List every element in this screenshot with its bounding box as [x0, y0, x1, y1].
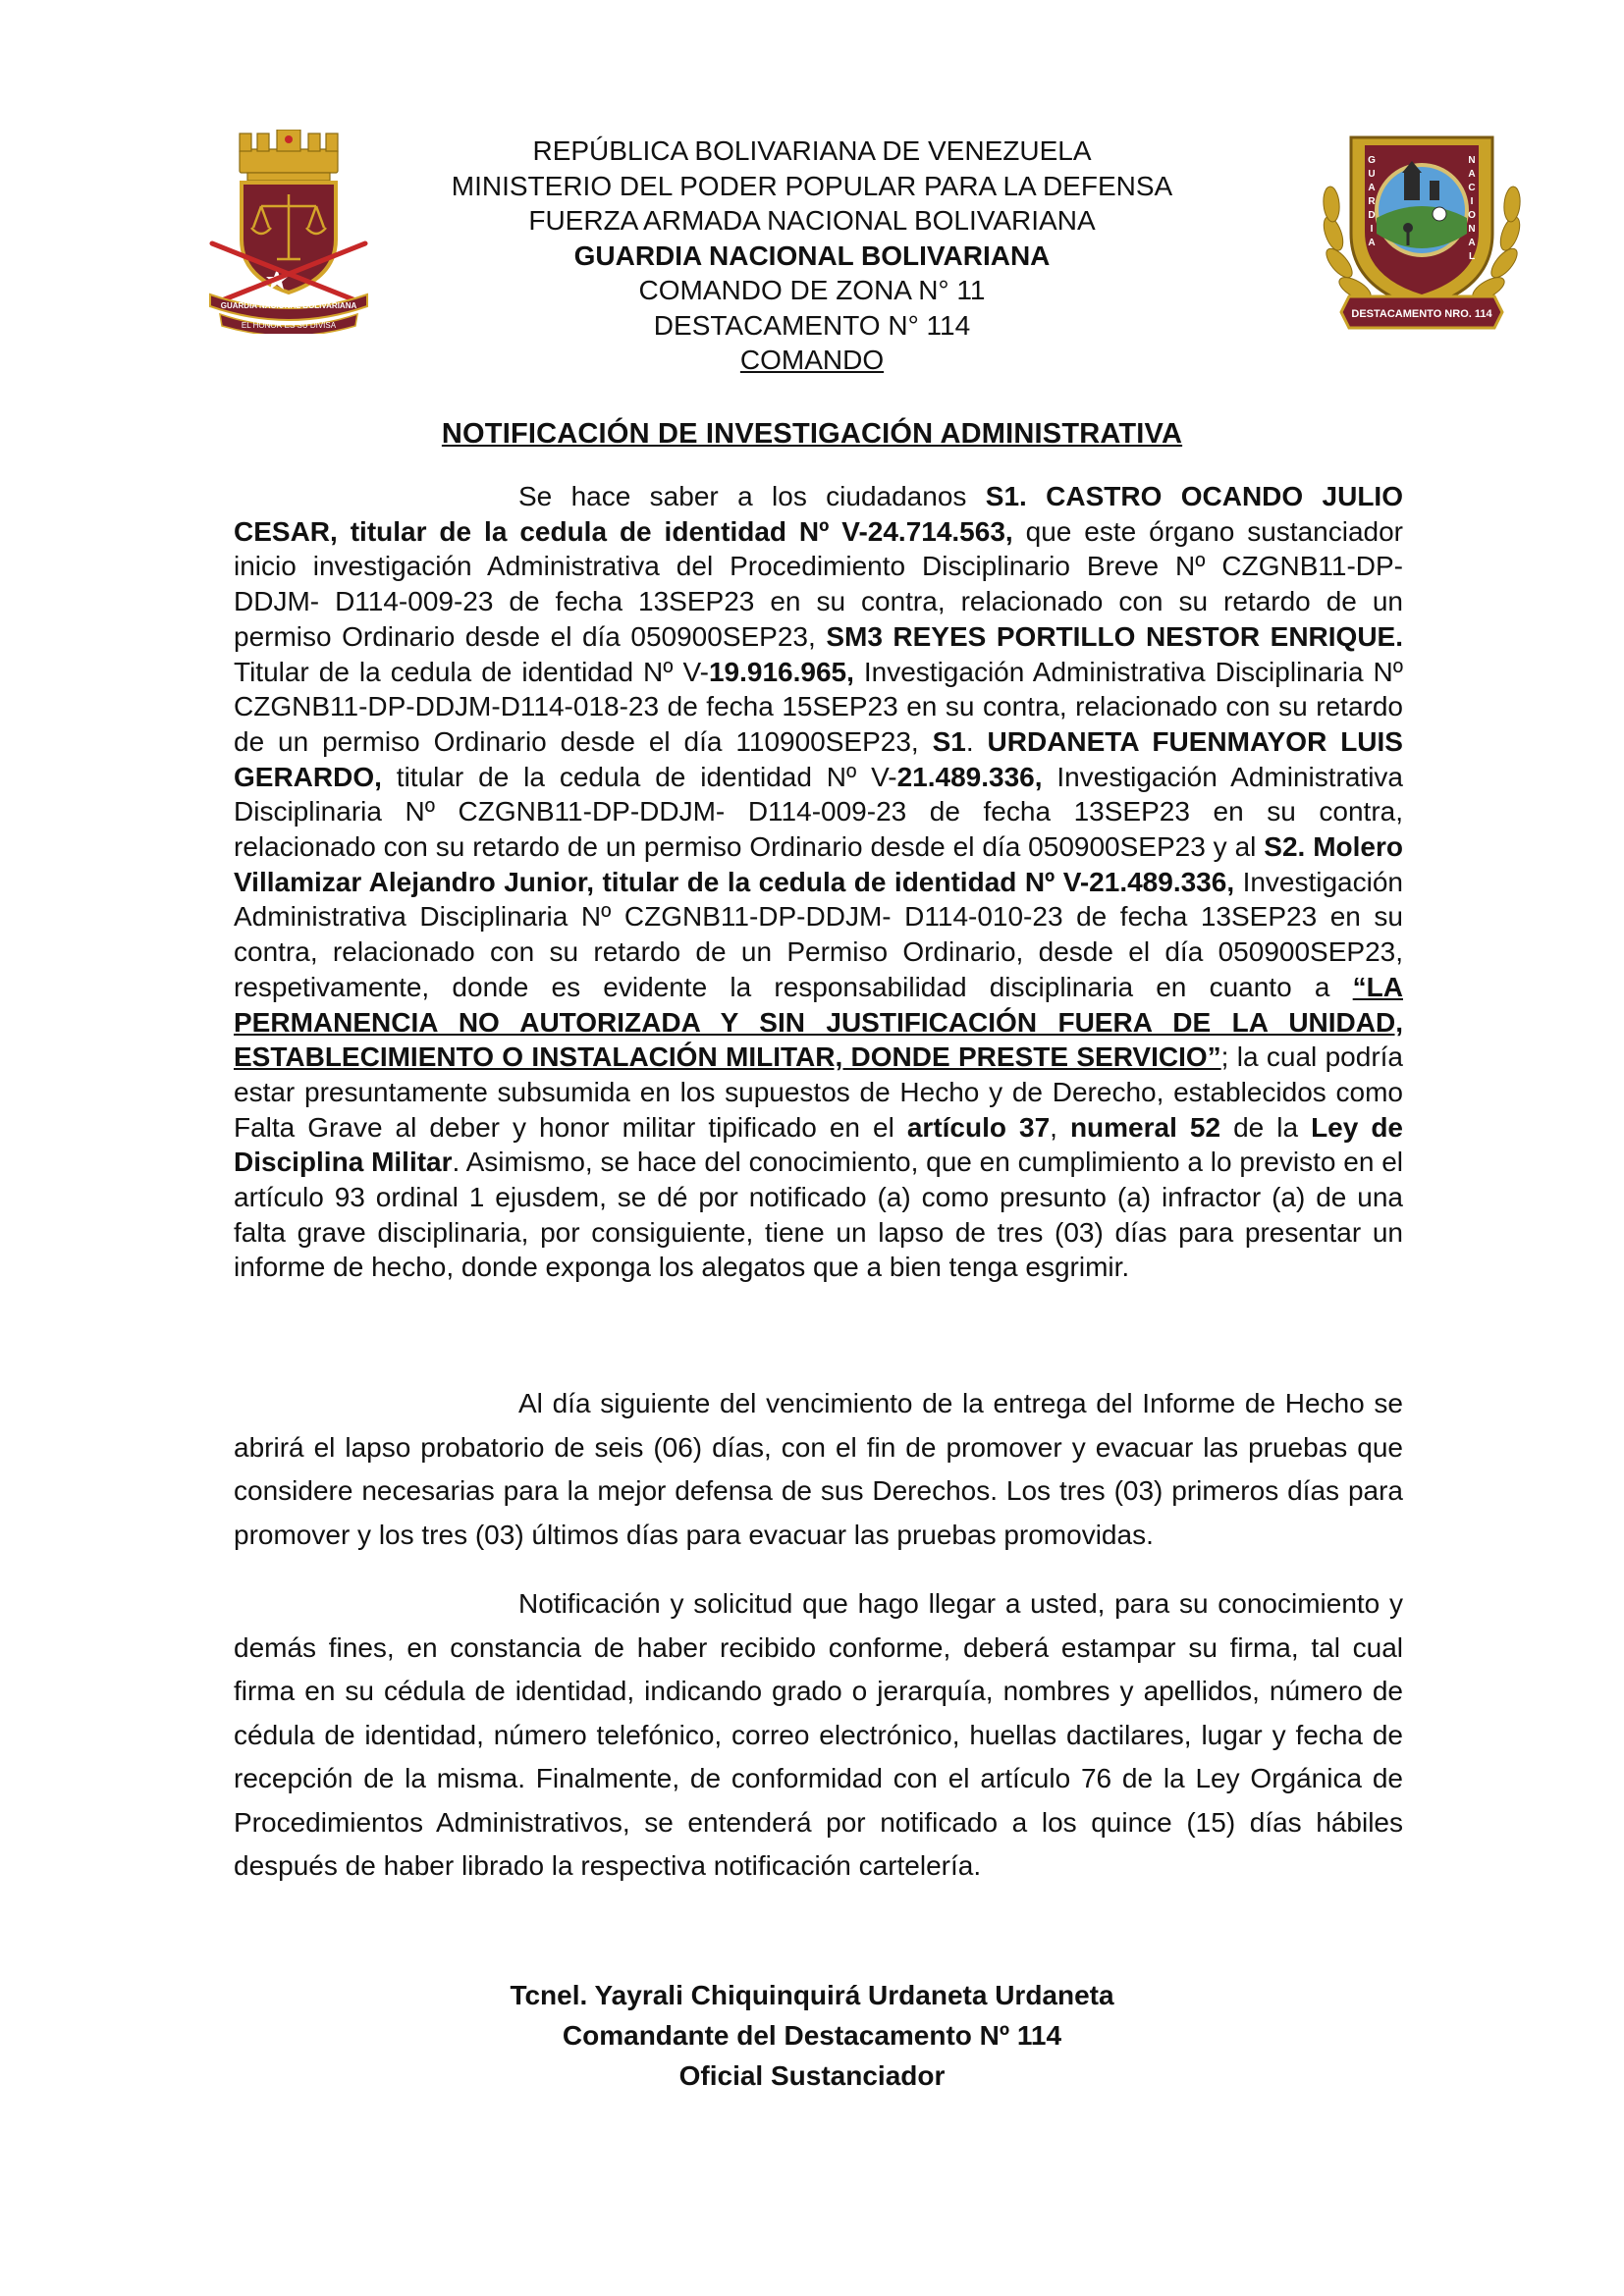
p1-text: Investigación Administrativa Disciplinaria Nº CZGNB11-DP-DDJM- D114-009-23 de fecha 13SEP23 en su contra, relacionado con su retardo de un permiso Ordinario desde el día 050900SEP23 y al [234, 761, 1404, 863]
p1-bold: numeral 52 [1069, 1111, 1221, 1143]
signatory-name: Tcnel. Yayrali Chiquinquirá Urdaneta Urdaneta [510, 1980, 1114, 2010]
p1-bold: Ley de Disciplina Militar [234, 1111, 1404, 1178]
svg-text:R: R [1368, 196, 1376, 207]
p1-text: titular de la cedula de identidad Nº V- [381, 761, 897, 792]
p1-bold: 21.489.336, [896, 761, 1043, 792]
p1-text: Se hace saber a los ciudadanos [518, 481, 986, 511]
svg-text:C: C [1468, 183, 1476, 193]
svg-text:G: G [1368, 155, 1376, 166]
paragraph-receipt-instructions [234, 1582, 1403, 1889]
svg-text:DESTACAMENTO NRO. 114: DESTACAMENTO NRO. 114 [1351, 308, 1492, 320]
svg-text:I: I [1370, 224, 1374, 235]
p1-text: Titular de la cedula de identidad Nº V- [234, 656, 709, 687]
p1-text: de la [1220, 1111, 1312, 1143]
p1-bold: SM3 REYES PORTILLO NESTOR ENRIQUE. [826, 620, 1403, 652]
svg-text:A: A [1468, 238, 1476, 248]
svg-text:GUARDIA NACIONAL BOLIVARIANA: GUARDIA NACIONAL BOLIVARIANA [220, 301, 357, 310]
header-line-ministry: MINISTERIO DEL PODER POPULAR PARA LA DEFENSA [451, 170, 1173, 201]
header-line-armed-forces: FUERZA ARMADA NACIONAL BOLIVARIANA [528, 205, 1096, 236]
destacamento-114-emblem [1310, 116, 1534, 342]
svg-text:A: A [1368, 238, 1376, 248]
p1-bold: URDANETA FUENMAYOR LUIS GERARDO, [234, 725, 1403, 792]
svg-text:O: O [1468, 210, 1476, 221]
p1-bold: S2. Molero Villamizar Alejandro Junior, titular de la cedula de identidad Nº V-21.489.336, [234, 831, 1403, 897]
paragraph-evidence-period [234, 1382, 1403, 1557]
svg-text:I: I [1470, 196, 1474, 207]
p1-text: Investigación Administrativa Disciplinaria Nº CZGNB11-DP-DDJM-D114-018-23 de fecha 15SEP23 en su contra, relacionado con su retardo de un permiso Ordinario desde el día 110900SEP23, [234, 656, 1404, 757]
svg-text:A: A [1368, 183, 1376, 193]
p1-text: . [965, 725, 988, 757]
document-title: NOTIFICACIÓN DE INVESTIGACIÓN ADMINISTRATIVA [441, 418, 1183, 450]
p1-bold: S1. CASTRO OCANDO JULIO CESAR, titular de la cedula de identidad Nº V-24.714.563, [234, 481, 1403, 547]
svg-text:U: U [1368, 169, 1376, 180]
signatory-position: Comandante del Destacamento Nº 114 [562, 2020, 1062, 2051]
p1-text: que este órgano sustanciador inicio investigación Administrativa del Procedimiento Disciplinario Breve Nº CZGNB11-DP-DDJM- D114-009-23 de fecha 13SEP23 en su contra, relacionado con su retardo de un permiso Ordinario desde el día 050900SEP23, [234, 515, 1403, 652]
svg-text:EL HONOR ES SU DIVISA: EL HONOR ES SU DIVISA [241, 321, 337, 330]
p1-text: . Asimismo, se hace del conocimiento, que en cumplimiento a lo previsto en el artículo 93 ordinal 1 ejusdem, se dé por notificado (a) como presunto (a) infractor (a) de una falta grave disciplinaria, por consiguiente, tiene un lapso de tres (03) días para presentar un informe de hecho, donde exponga los alegatos que a bien tenga esgrimir. [234, 1147, 1403, 1283]
svg-text:N: N [1468, 224, 1476, 235]
header-line-republic: REPÚBLICA BOLIVARIANA DE VENEZUELA [532, 135, 1092, 166]
p3-text: Notificación y solicitud que hago llegar a usted, para su conocimiento y demás fines, en constancia de haber recibido conforme, deberá estampar su firma, tal cual firma en su cédula de identidad, indicando grado o jerarquía, nombres y apellidos, número de cédula de identidad, número telefónico, correo electrónico, huellas dactilares, lugar y fecha de recepción de la misma. Finalmente, de conformidad con el artículo 76 de la Ley Orgánica de Procedimientos Administrativos, se entenderá por notificado a los quince (15) días hábiles después de haber librado la respectiva notificación cartelería. [234, 1588, 1403, 1881]
p1-text: , [1050, 1111, 1070, 1143]
p1-bold: artículo 37 [906, 1111, 1051, 1143]
p2-text: Al día siguiente del vencimiento de la entrega del Informe de Hecho se abrirá el lapso probatorio de seis (06) días, con el fin de promover y evacuar las pruebas que considere necesarias para la mejor defensa de sus Derechos. Los tres (03) primeros días para promover y los tres (03) últimos días para evacuar las pruebas promovidas. [234, 1388, 1403, 1550]
header-line-guard: GUARDIA NACIONAL BOLIVARIANA [573, 240, 1051, 271]
svg-text:N: N [1468, 155, 1476, 166]
signature-block [0, 1975, 1624, 2096]
p1-bold: 19.916.965, [708, 656, 854, 687]
signatory-role: Oficial Sustanciador [678, 2060, 946, 2091]
paragraph-notification [234, 479, 1403, 1285]
svg-text:L: L [1468, 251, 1476, 262]
svg-text:A: A [1468, 169, 1476, 180]
p1-offense-quote: “LA PERMANENCIA NO AUTORIZADA Y SIN JUSTIFICACIÓN FUERA DE LA UNIDAD, ESTABLECIMIENTO O INSTALACIÓN MILITAR, DONDE PRESTE SERVICIO” [234, 971, 1403, 1073]
header-line-zone: COMANDO DE ZONA N° 11 [638, 275, 986, 305]
p1-text: Investigación Administrativa Disciplinaria Nº CZGNB11-DP-DDJM- D114-010-23 de fecha 13SEP23 en su contra, relacionado con su retardo de un Permiso Ordinario, desde el día 050900SEP23, respetivamente, donde es evidente la responsabilidad disciplinaria en cuanto a [234, 866, 1403, 1002]
svg-text:D: D [1368, 210, 1376, 221]
header-line-detachment: DESTACAMENTO N° 114 [653, 309, 971, 341]
header-line-command: COMANDO [739, 345, 885, 375]
p1-text: ; la cual podría estar presuntamente subsumida en los supuestos de Hecho y de Derecho, establecidos como Falta Grave al deber y honor militar tipificado en el [234, 1041, 1403, 1143]
p1-bold: S1 [932, 725, 966, 757]
